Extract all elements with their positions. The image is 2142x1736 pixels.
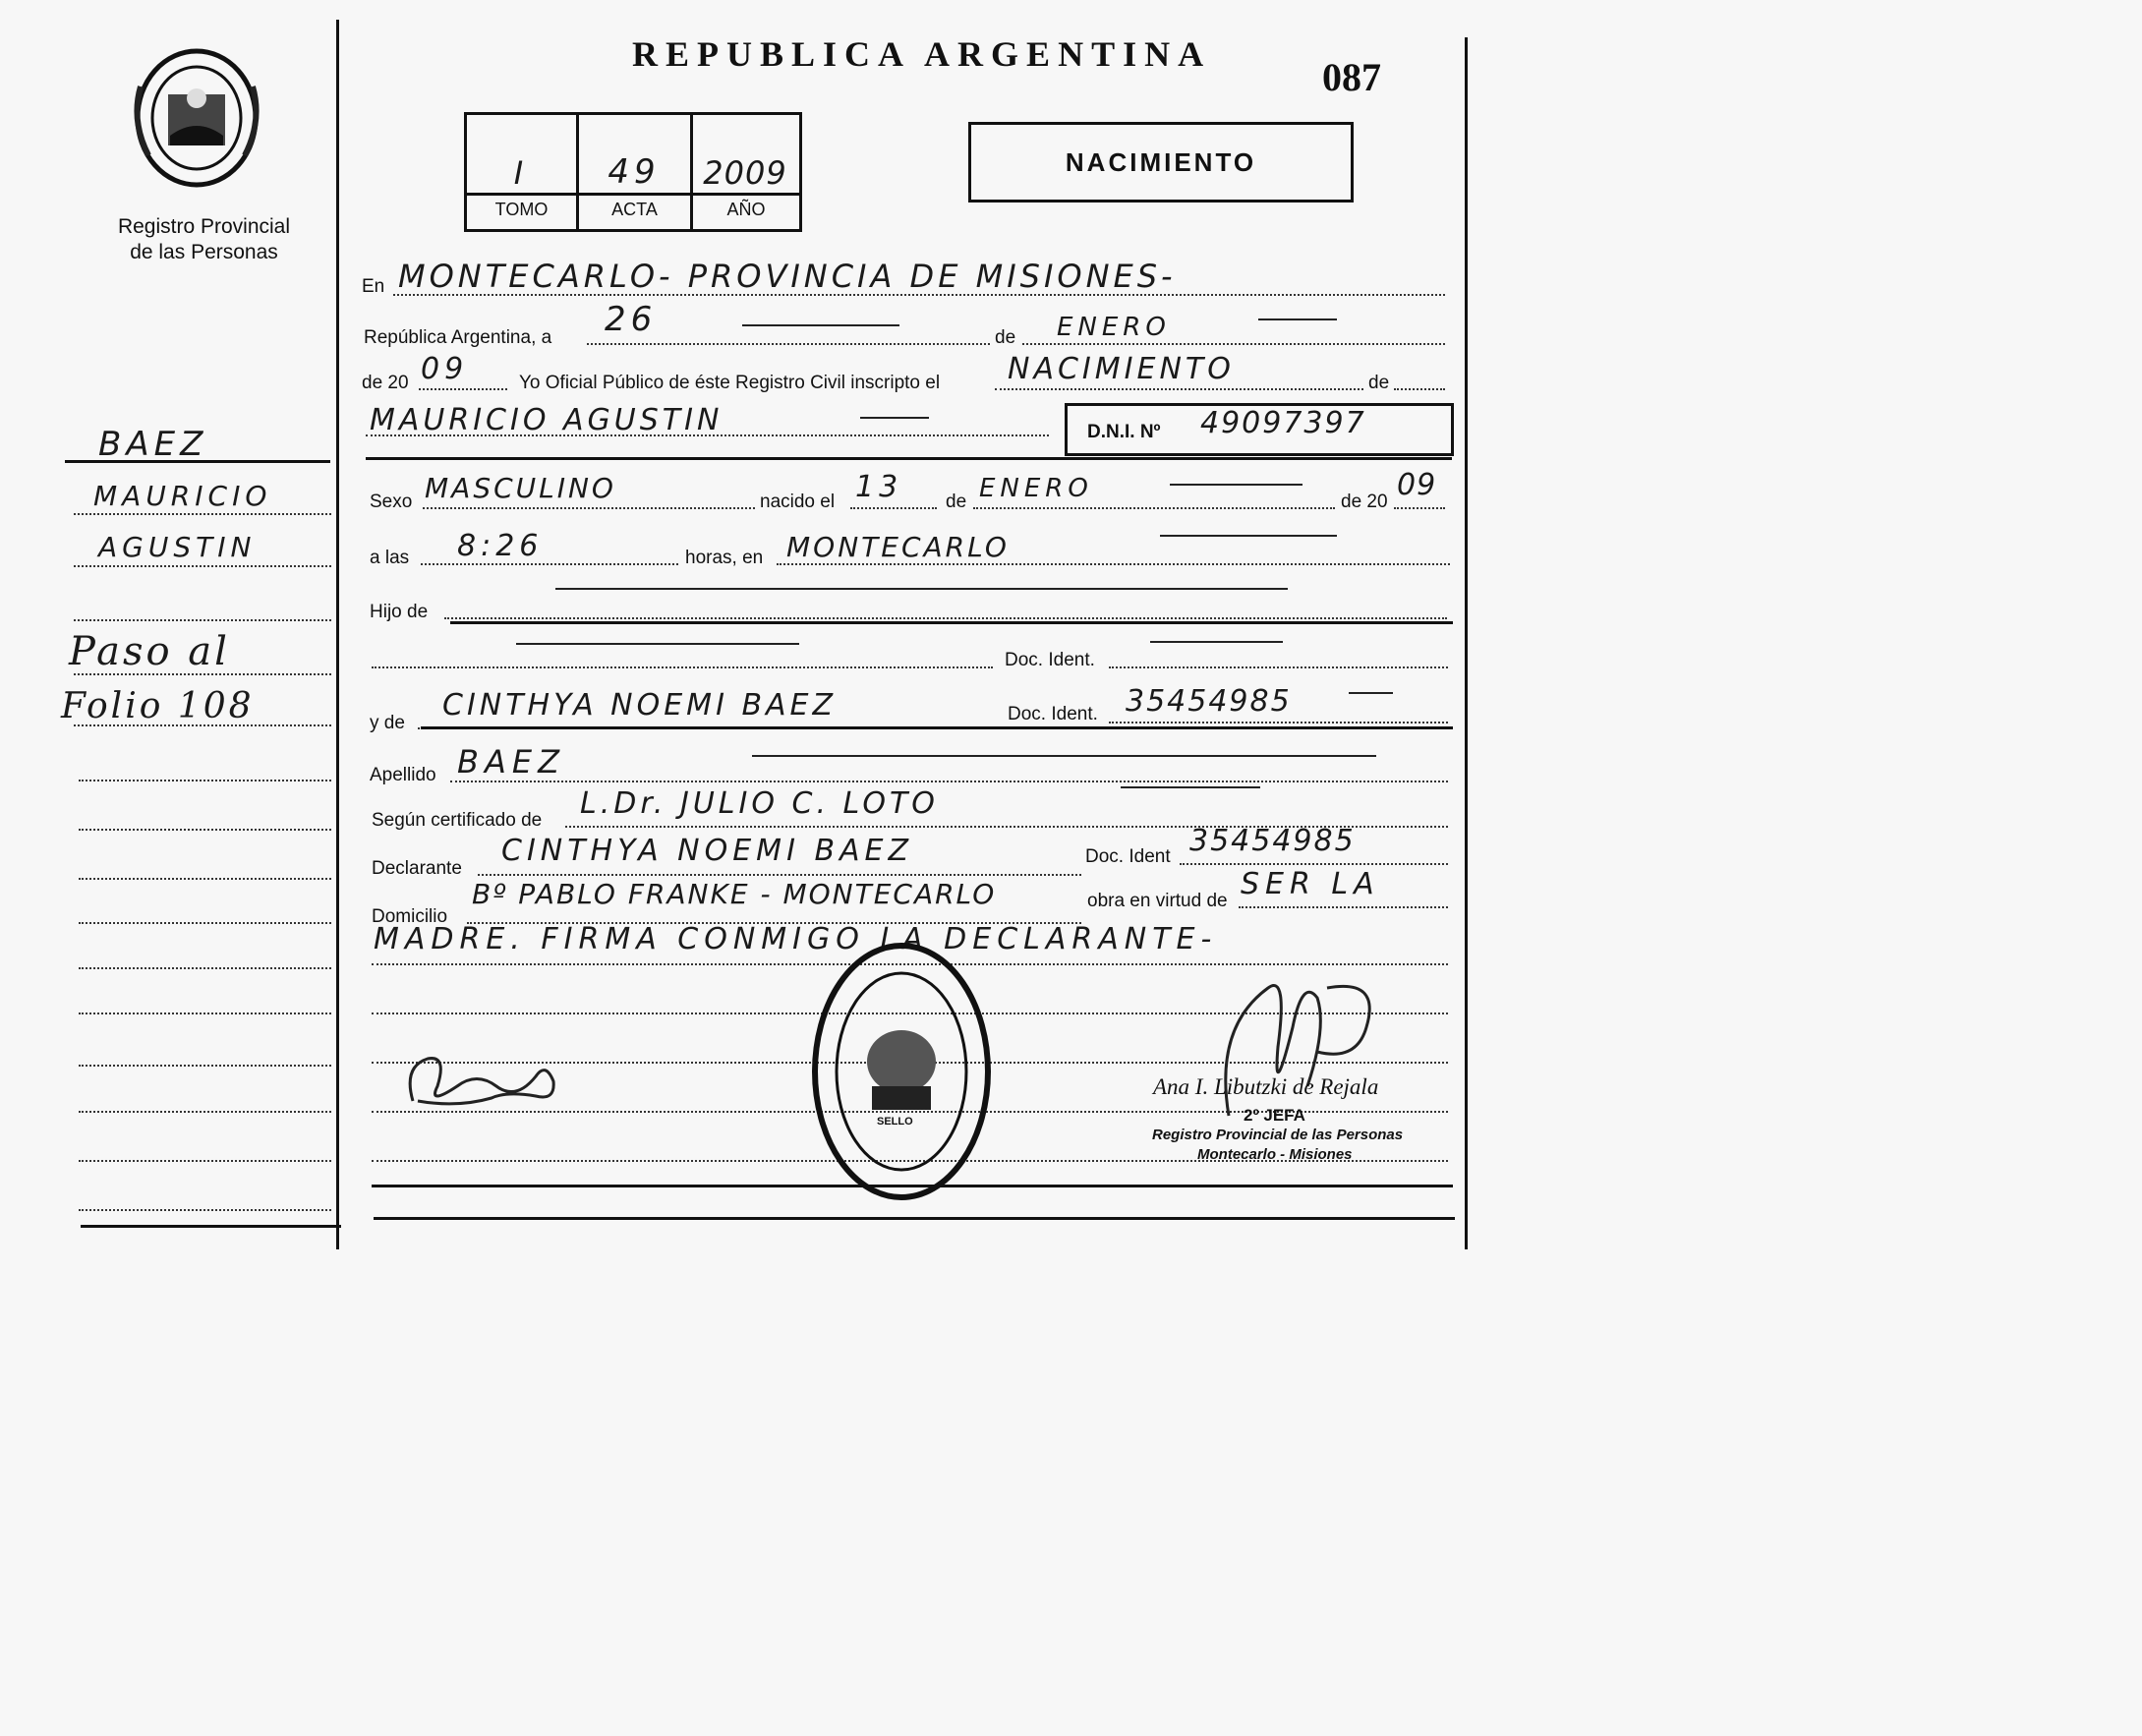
section-rule xyxy=(450,621,1453,624)
margin-dotline xyxy=(79,922,331,924)
margin-dotline xyxy=(79,1065,331,1067)
margin-dotline xyxy=(79,1209,331,1211)
filler-dash xyxy=(1349,692,1393,694)
country-title: REPUBLICA ARGENTINA xyxy=(632,34,1212,74)
acta-label: ACTA xyxy=(611,200,658,219)
filler-dash xyxy=(1170,484,1303,486)
form-dotline xyxy=(1180,863,1448,865)
form-dotline xyxy=(421,563,678,565)
oficial-label: Yo Oficial Público de éste Registro Civil inscripto el xyxy=(519,373,941,393)
apellido-label: Apellido xyxy=(370,765,436,785)
child-name: MAURICIO AGUSTIN xyxy=(370,403,724,437)
margin-note2: Folio 108 xyxy=(61,686,255,726)
dni-box xyxy=(1065,403,1454,456)
margin-dotline xyxy=(79,1111,331,1113)
mother-name: CINTHYA NOEMI BAEZ xyxy=(442,688,838,723)
official-stamp xyxy=(808,939,995,1204)
margin-dotline xyxy=(74,513,331,515)
form-dotline xyxy=(1109,666,1448,668)
doc-ident-label-2: Doc. Ident. xyxy=(1008,704,1098,724)
section-rule xyxy=(366,457,1452,460)
filler-dash xyxy=(1160,535,1337,537)
yde-label: y de xyxy=(370,713,405,733)
tomo-label: TOMO xyxy=(494,200,549,219)
form-dotline xyxy=(777,563,1450,565)
margin-surname: BAEZ xyxy=(98,425,208,464)
margin-dotline xyxy=(79,1160,331,1162)
bottom-rule xyxy=(374,1217,1455,1220)
month-value: ENERO xyxy=(1057,313,1171,342)
filler-dash xyxy=(1150,641,1283,643)
filler-dash xyxy=(860,417,929,419)
left-column-divider xyxy=(336,20,339,1249)
alas-label: a las xyxy=(370,548,410,568)
registry-title xyxy=(93,214,315,265)
form-dotline xyxy=(1394,388,1445,390)
de-label-3: de xyxy=(946,492,967,512)
right-border xyxy=(1465,37,1468,1249)
margin-name1: MAURICIO xyxy=(93,480,272,512)
domicilio-value: Bº PABLO FRANKE - MONTECARLO xyxy=(472,878,997,910)
de20-label: de 20 xyxy=(362,373,409,393)
margin-dotline xyxy=(79,829,331,831)
declarante-value: CINTHYA NOEMI BAEZ xyxy=(501,834,914,868)
margin-rule xyxy=(65,460,330,463)
doc-ident-label-3: Doc. Ident xyxy=(1085,846,1171,867)
margin-dotline xyxy=(74,565,331,567)
margin-dotline xyxy=(74,619,331,621)
rep-label: República Argentina, a xyxy=(364,327,552,348)
en-label: En xyxy=(362,276,385,297)
margin-bottom-rule xyxy=(81,1225,341,1228)
obra-value: SER LA xyxy=(1241,867,1380,901)
filler-dash xyxy=(516,643,799,645)
document-number: 087 xyxy=(1322,55,1381,99)
act-value: NACIMIENTO xyxy=(1008,352,1235,386)
form-dotline xyxy=(372,666,993,668)
registration-box xyxy=(464,112,802,232)
domicilio-label: Domicilio xyxy=(372,906,448,927)
margin-dotline xyxy=(74,673,331,675)
section-rule xyxy=(421,726,1453,729)
birth-day: 13 xyxy=(855,470,903,504)
form-dotline xyxy=(478,874,1081,876)
form-dotline xyxy=(1022,343,1445,345)
official-office: Registro Provincial de las Personas xyxy=(1152,1127,1404,1143)
segun-label: Según certificado de xyxy=(372,810,543,831)
form-dotline xyxy=(973,507,1335,509)
document-type: NACIMIENTO xyxy=(1065,146,1257,177)
form-dotline xyxy=(444,617,1447,619)
de-label-2: de xyxy=(1368,373,1390,393)
form-dotline xyxy=(366,434,1049,436)
filler-dash xyxy=(1121,786,1260,788)
dni-label: D.N.I. Nº xyxy=(1087,422,1161,442)
doc-ident-label: Doc. Ident. xyxy=(1005,650,1095,670)
form-dotline xyxy=(419,388,507,390)
day-value: 26 xyxy=(605,300,658,339)
official-place: Montecarlo - Misiones xyxy=(1197,1146,1353,1163)
year-value: 09 xyxy=(421,352,469,386)
official-title: 2º JEFA xyxy=(1244,1106,1305,1125)
hijo-label: Hijo de xyxy=(370,602,429,622)
form-dotline xyxy=(1394,507,1445,509)
birth-place: MONTECARLO xyxy=(786,531,1010,563)
birth-year: 09 xyxy=(1397,468,1437,502)
official-name: Ana I. Libutzki de Rejala xyxy=(1153,1074,1379,1099)
apellido-value: BAEZ xyxy=(457,743,565,781)
obra-label: obra en virtud de xyxy=(1087,891,1228,911)
mother-doc: 35454985 xyxy=(1126,684,1292,719)
declarante-label: Declarante xyxy=(372,858,462,879)
acta-value: 49 xyxy=(608,152,661,192)
de-label: de xyxy=(995,327,1016,348)
declarante-doc: 35454985 xyxy=(1189,824,1356,858)
form-dotline xyxy=(850,507,937,509)
coat-of-arms-icon xyxy=(131,47,263,190)
registry-title-line1: Registro Provincial xyxy=(117,215,291,238)
margin-dotline xyxy=(79,967,331,969)
sexo-label: Sexo xyxy=(370,492,413,512)
margin-name2: AGUSTIN xyxy=(98,531,257,563)
form-dotline xyxy=(1239,906,1448,908)
time-value: 8:26 xyxy=(457,529,544,563)
horas-label: horas, en xyxy=(685,548,764,568)
obra-continuation: MADRE. FIRMA CONMIGO LA DECLARANTE- xyxy=(374,922,1218,956)
place-value: MONTECARLO- PROVINCIA DE MISIONES- xyxy=(398,258,1177,295)
dni-value: 49097397 xyxy=(1200,406,1366,440)
sexo-value: MASCULINO xyxy=(425,472,616,504)
form-dotline xyxy=(423,507,755,509)
cert-value: L.Dr. JULIO C. LOTO xyxy=(580,786,939,821)
birth-month: ENERO xyxy=(979,474,1093,503)
registry-title-line2: de las Personas xyxy=(130,241,278,263)
declarant-signature xyxy=(398,1047,565,1116)
margin-dotline xyxy=(79,878,331,880)
margin-note1: Paso al xyxy=(69,629,230,674)
filler-dash xyxy=(555,588,1288,590)
document-type-box xyxy=(968,122,1354,203)
form-dotline xyxy=(995,388,1363,390)
form-dotline xyxy=(587,343,990,345)
de20-label-2: de 20 xyxy=(1341,492,1388,512)
provincial-seal xyxy=(131,47,263,190)
nacido-label: nacido el xyxy=(760,492,836,512)
margin-dotline xyxy=(74,724,331,726)
stamp-center-text: SELLO xyxy=(877,1116,913,1128)
anio-label: AÑO xyxy=(726,200,766,219)
filler-dash xyxy=(752,755,1376,757)
anio-value: 2009 xyxy=(703,154,787,192)
tomo-value: I xyxy=(513,154,529,192)
form-dotline xyxy=(450,781,1448,782)
filler-dash xyxy=(742,324,899,326)
margin-dotline xyxy=(79,1013,331,1014)
form-dotline xyxy=(1109,722,1448,723)
margin-dotline xyxy=(79,780,331,781)
form-dotline xyxy=(393,294,1445,296)
filler-dash xyxy=(1258,318,1337,320)
